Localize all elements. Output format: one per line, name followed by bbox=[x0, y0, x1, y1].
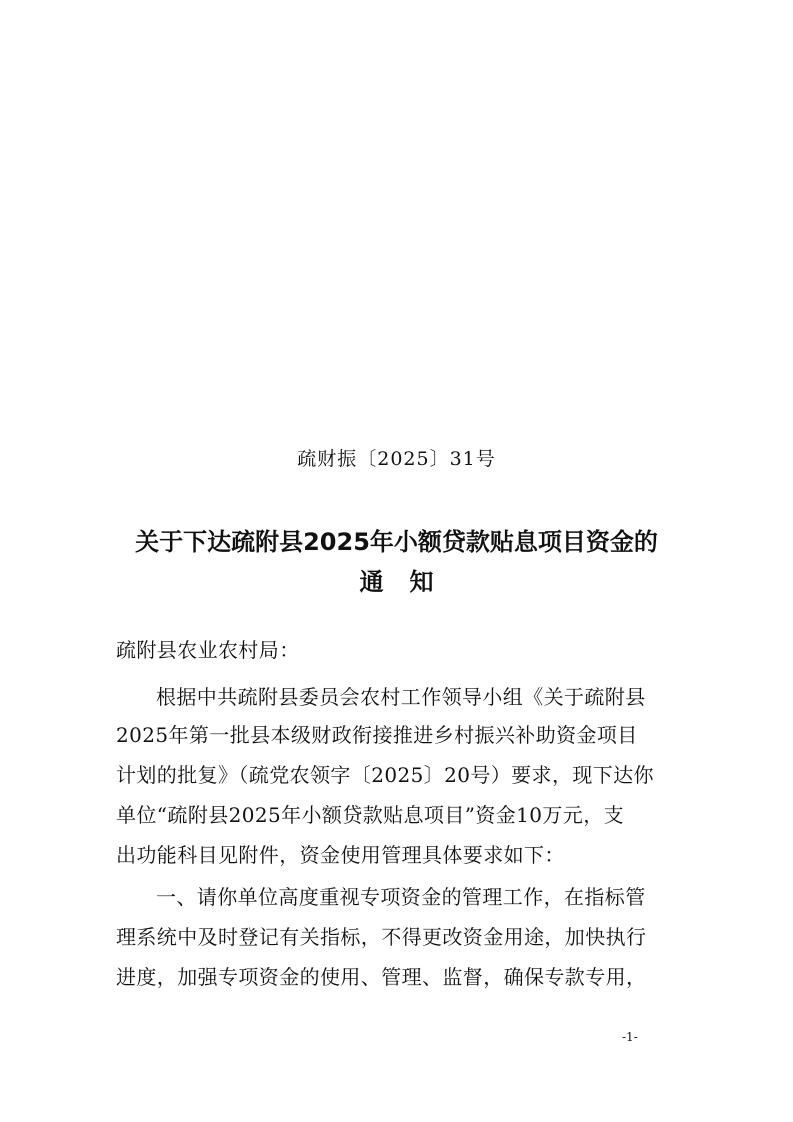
body-line: 单位“疏附县2025年小额贷款贴息项目”资金10万元，支 bbox=[116, 803, 624, 827]
body-line: 2025年第一批县本级财政衔接推进乡村振兴补助资金项目 bbox=[116, 723, 638, 747]
recipient-line: 疏附县农业农村局： bbox=[116, 638, 300, 662]
body-line: 计划的批复》（疏党农领字〔2025〕20号）要求，现下达你 bbox=[116, 763, 654, 787]
document-title-line2: 通知 bbox=[359, 568, 460, 596]
document-number: 疏财振〔2025〕31号 bbox=[297, 448, 496, 470]
body-line: 根据中共疏附县委员会农村工作领导小组《关于疏附县 bbox=[156, 685, 646, 709]
body-line: 理系统中及时登记有关指标，不得更改资金用途，加快执行 bbox=[116, 925, 647, 949]
body-line: 出功能科目见附件，资金使用管理具体要求如下： bbox=[116, 843, 565, 867]
body-line: 一、请你单位高度重视专项资金的管理工作，在指标管 bbox=[156, 885, 646, 909]
document-title-line1: 关于下达疏附县2025年小额贷款贴息项目资金的 bbox=[135, 528, 658, 556]
page-number: -1- bbox=[622, 1030, 638, 1044]
body-line: 进度，加强专项资金的使用、管理、监督，确保专款专用， bbox=[116, 965, 647, 989]
